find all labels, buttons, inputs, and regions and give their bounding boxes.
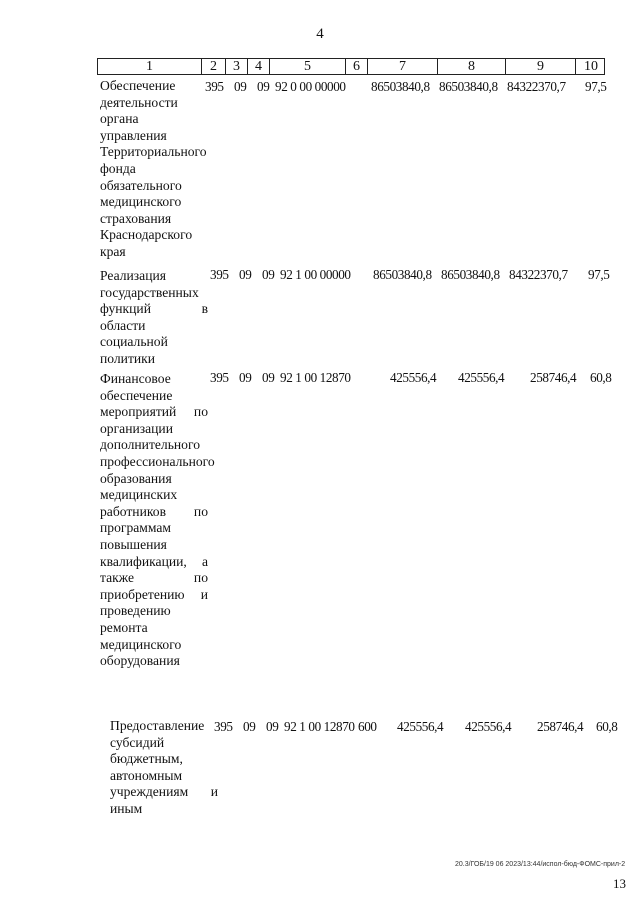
cell-executed: 258746,4	[530, 370, 577, 385]
cell-subsection: 09	[266, 719, 279, 734]
table-row	[0, 266, 640, 366]
row-name: Реализация государственных функций в области социальной политики	[100, 268, 208, 366]
cell-gov-code: 395	[210, 370, 229, 385]
table-header	[97, 58, 605, 75]
cell-percent: 97,5	[585, 79, 607, 94]
cell-subsection: 09	[262, 370, 275, 385]
cell-refined: 86503840,8	[439, 79, 498, 94]
table-row	[0, 76, 640, 259]
header-col-10: 10	[584, 59, 598, 74]
sheet-number: 13	[613, 876, 626, 891]
header-col-1: 1	[98, 59, 202, 74]
cell-section: 09	[239, 370, 252, 385]
page-number: 4	[316, 26, 324, 42]
cell-gov-code: 395	[205, 79, 224, 94]
cell-approved: 86503840,8	[371, 79, 430, 94]
header-col-9: 9	[506, 59, 576, 74]
cell-executed: 84322370,7	[509, 267, 568, 282]
cell-gov-code: 395	[210, 267, 229, 282]
cell-approved: 425556,4	[397, 719, 444, 734]
cell-section: 09	[243, 719, 256, 734]
cell-target-article: 92 1 00 00000	[280, 267, 351, 282]
header-col-6: 6	[346, 59, 368, 74]
cell-percent: 97,5	[588, 267, 610, 282]
cell-target-article: 92 0 00 00000	[275, 79, 346, 94]
cell-subsection: 09	[262, 267, 275, 282]
cell-section: 09	[239, 267, 252, 282]
cell-executed: 84322370,7	[507, 79, 566, 94]
cell-subsection: 09	[257, 79, 270, 94]
header-col-3: 3	[226, 59, 248, 74]
header-col-7: 7	[368, 59, 438, 74]
header-col-8: 8	[438, 59, 506, 74]
cell-target-article: 92 1 00 12870	[280, 370, 351, 385]
row-name: Предоставление субсидий бюджетным, автономным учреждениям и иным	[110, 718, 218, 816]
table-row	[0, 716, 640, 836]
cell-refined: 425556,4	[465, 719, 512, 734]
cell-percent: 60,8	[590, 370, 612, 385]
cell-executed: 258746,4	[537, 719, 584, 734]
header-col-2: 2	[202, 59, 226, 74]
cell-refined: 86503840,8	[441, 267, 500, 282]
header-col-4: 4	[248, 59, 270, 74]
cell-approved: 425556,4	[390, 370, 437, 385]
cell-target-article: 92 1 00 12870	[284, 719, 355, 734]
cell-expense-type: 600	[358, 719, 377, 734]
row-name: Обеспечение деятельности органа управления Территориального фонда обязательного медицинского страхования Краснодарского края	[100, 78, 207, 259]
cell-approved: 86503840,8	[373, 267, 432, 282]
header-col-5: 5	[270, 59, 346, 74]
cell-refined: 425556,4	[458, 370, 505, 385]
cell-section: 09	[234, 79, 247, 94]
cell-percent: 60,8	[596, 719, 618, 734]
document-stamp: 20.3/ГОБ/19 06 2023/13:44/испол-бюд-ФОМС-прил-2	[455, 861, 626, 868]
row-name: Финансовое обеспечение мероприятий по организации дополнительного профессионального образования медицинских работников по программам повышения квалификации, а также по приобретению и проведению ремонта медицинского оборудования	[100, 371, 215, 669]
table-row	[0, 369, 640, 709]
cell-gov-code: 395	[214, 719, 233, 734]
